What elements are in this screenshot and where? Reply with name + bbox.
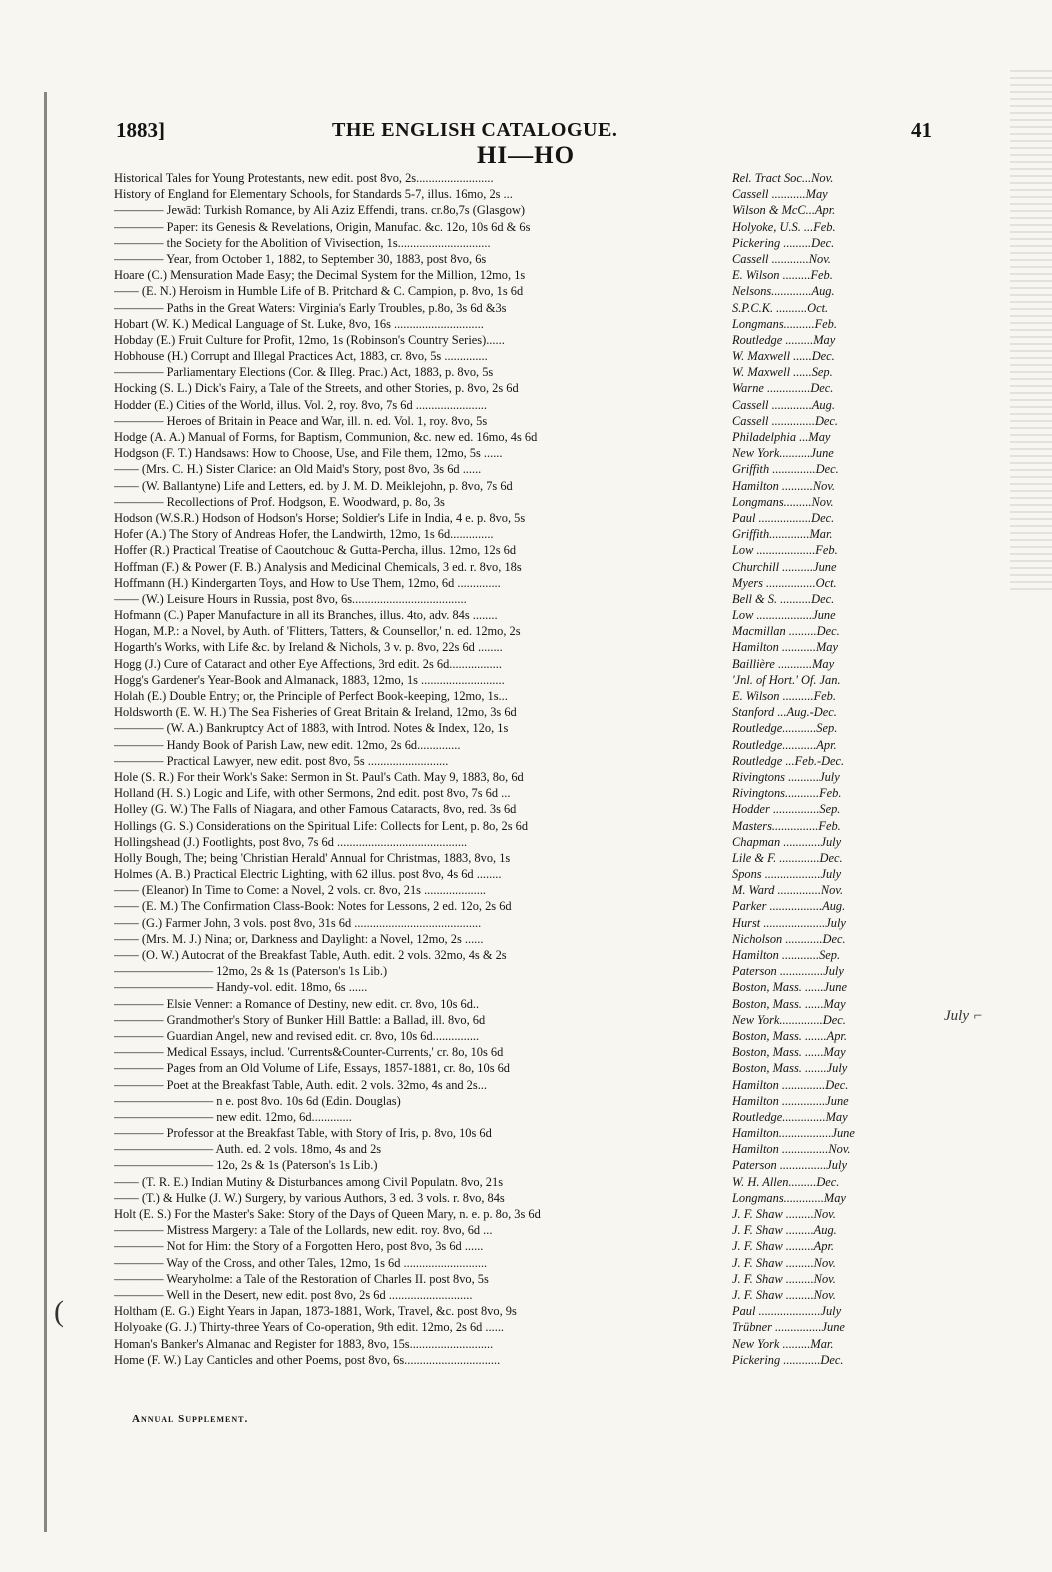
entry-title: Holt (E. S.) For the Master's Sake: Story of the Days of Queen Mary, n. e. p. 8o, 3s 6d [114, 1207, 541, 1221]
catalogue-entry [114, 591, 924, 607]
entry-title: ———— Heroes of Britain in Peace and War, ill. n. ed. Vol. 1, roy. 8vo, 5s [114, 413, 488, 428]
catalogue-entry [114, 1141, 924, 1157]
entry-publisher-month: Hamilton ...........May [732, 640, 838, 655]
entry-publisher-month: Low ..................June [732, 608, 836, 623]
entry-title: ———— Guardian Angel, new and revised edit. cr. 8vo, 10s 6d............... [114, 1028, 480, 1043]
entry-publisher-month: Bell & S. ..........Dec. [732, 591, 835, 606]
entry-title: Holdsworth (E. W. H.) The Sea Fisheries of Great Britain & Ireland, 12mo, 3s 6d [114, 705, 517, 720]
catalogue-entry [114, 1060, 924, 1076]
catalogue-entry [114, 413, 924, 429]
entry-publisher-month: J. F. Shaw .........Nov. [732, 1255, 836, 1270]
header-year: 1883] [116, 118, 165, 142]
entry-title: ———— (W. A.) Bankruptcy Act of 1883, with Introd. Notes & Index, 12o, 1s [114, 721, 509, 736]
catalogue-entry [114, 898, 924, 914]
page-number: 41 [911, 118, 932, 142]
entry-publisher-month: Paul ....................July [732, 1304, 842, 1319]
catalogue-entry [114, 639, 924, 655]
entry-publisher-month: Routledge...........Apr. [732, 737, 837, 752]
catalogue-entry [114, 445, 924, 461]
catalogue-entry [114, 559, 924, 575]
entry-publisher-month: E. Wilson .........Feb. [732, 268, 833, 283]
entry-title: —— (E. M.) The Confirmation Class-Book: Notes for Lessons, 2 ed. 12o, 2s 6d [114, 899, 512, 914]
catalogue-entry [114, 931, 924, 947]
entry-publisher-month: Boston, Mass. ......May [732, 996, 846, 1011]
entry-title: Hobart (W. K.) Medical Language of St. Luke, 8vo, 16s ............................. [114, 316, 484, 331]
entry-title: —— (W.) Leisure Hours in Russia, post 8vo, 6s..................................... [114, 591, 467, 606]
entry-publisher-month: Routledge..............May [732, 1109, 848, 1124]
entry-title: Holtham (E. G.) Eight Years in Japan, 1873-1881, Work, Travel, &c. post 8vo, 9s [114, 1304, 517, 1319]
entry-title: ———— Mistress Margery: a Tale of the Lollards, new edit. roy. 8vo, 6d ... [114, 1223, 493, 1238]
entry-title: Hodder (E.) Cities of the World, illus. Vol. 2, roy. 8vo, 7s 6d ....................... [114, 397, 487, 412]
entry-publisher-month: Cassell .............Aug. [732, 397, 835, 412]
catalogue-entry [114, 575, 924, 591]
entry-title: ———— Medical Essays, includ. 'Currents&Counter-Currents,' cr. 8o, 10s 6d [114, 1045, 504, 1060]
catalogue-entry [114, 1093, 924, 1109]
catalogue-entry [114, 963, 924, 979]
catalogue-entry [114, 785, 924, 801]
entry-publisher-month: Rivingtons...........Feb. [732, 786, 842, 801]
catalogue-entry [114, 915, 924, 931]
catalogue-entry [114, 1238, 924, 1254]
entry-publisher-month: 'Jnl. of Hort.' Of. Jan. [732, 672, 841, 687]
entry-publisher-month: Paterson ..............July [732, 964, 844, 979]
entry-publisher-month: J. F. Shaw .........Aug. [732, 1223, 837, 1238]
entry-title: ———— Grandmother's Story of Bunker Hill Battle: a Ballad, ill. 8vo, 6d [114, 1012, 486, 1027]
entry-publisher-month: Cassell ..............Dec. [732, 413, 838, 428]
entry-title: Holley (G. W.) The Falls of Niagara, and other Famous Cataracts, 8vo, red. 3s 6d [114, 802, 517, 817]
catalogue-entry [114, 494, 924, 510]
catalogue-entry [114, 429, 924, 445]
entry-title: ———— Recollections of Prof. Hodgson, E. Woodward, p. 8o, 3s [114, 494, 445, 509]
catalogue-entry [114, 753, 924, 769]
entry-title: Holyoake (G. J.) Thirty-three Years of Co-operation, 9th edit. 12mo, 2s 6d ...... [114, 1320, 505, 1335]
entry-title: —— (Mrs. M. J.) Nina; or, Darkness and Daylight: a Novel, 12mo, 2s ...... [114, 931, 484, 946]
catalogue-entry [114, 380, 924, 396]
entry-title: Hoffer (R.) Practical Treatise of Caoutchouc & Gutta-Percha, illus. 12mo, 12s 6d [114, 543, 517, 558]
entry-title: ———— Parliamentary Elections (Cor. & Illeg. Prac.) Act, 1883, p. 8vo, 5s [114, 365, 494, 380]
entry-publisher-month: Warne ..............Dec. [732, 381, 834, 396]
entry-publisher-month: Hamilton ............Sep. [732, 948, 841, 962]
entry-publisher-month: Routledge ...Feb.-Dec. [732, 753, 845, 768]
catalogue-entry [114, 283, 924, 299]
catalogue-entry [114, 1028, 924, 1044]
entry-title: —— (O. W.) Autocrat of the Breakfast Table, Auth. edit. 2 vols. 32mo, 4s & 2s [114, 948, 507, 962]
entry-title: Hogg's Gardener's Year-Book and Almanack, 1883, 12mo, 1s ........................... [114, 672, 505, 687]
entry-publisher-month: Lile & F. .............Dec. [732, 850, 843, 865]
entry-title: ———— Pages from an Old Volume of Life, Essays, 1857-1881, cr. 8o, 10s 6d [114, 1061, 511, 1076]
catalogue-entry [114, 979, 924, 995]
entry-title: ———— Year, from October 1, 1882, to September 30, 1883, post 8vo, 6s [114, 251, 487, 266]
entry-title: ———— Elsie Venner: a Romance of Destiny, new edit. cr. 8vo, 10s 6d.. [114, 996, 480, 1011]
entry-title: Hogg (J.) Cure of Cataract and other Eye Affections, 3rd edit. 2s 6d................. [114, 656, 502, 671]
entry-title: ———— Not for Him: the Story of a Forgotten Hero, post 8vo, 3s 6d ...... [114, 1239, 484, 1254]
catalogue-entry [114, 623, 924, 639]
entry-title: History of England for Elementary Schools, for Standards 5-7, illus. 16mo, 2s ... [114, 187, 513, 202]
entry-title: Hogarth's Works, with Life &c. by Ireland & Nichols, 3 v. p. 8vo, 22s 6d ........ [114, 640, 503, 655]
entry-title: Hogan, M.P.: a Novel, by Auth. of 'Flitters, Tatters, & Counsellor,' n. ed. 12mo, 2s [114, 624, 521, 639]
entry-publisher-month: Pickering ............Dec. [732, 1352, 844, 1367]
catalogue-entry [114, 1077, 924, 1093]
entry-publisher-month: W. Maxwell ......Sep. [732, 365, 833, 380]
catalogue-entry [114, 1287, 924, 1303]
entry-publisher-month: Cassell ............Nov. [732, 251, 831, 266]
catalogue-entry [114, 720, 924, 736]
entry-publisher-month: Masters...............Feb. [732, 818, 841, 833]
page-edge-rule [44, 92, 47, 1532]
catalogue-entry [114, 332, 924, 348]
entry-publisher-month: Hamilton.................June [732, 1126, 855, 1141]
catalogue-entry [114, 850, 924, 866]
entry-title: Hodge (A. A.) Manual of Forms, for Baptism, Communion, &c. new ed. 16mo, 4s 6d [114, 430, 538, 444]
entry-title: Hodgson (F. T.) Handsaws: How to Choose, Use, and File them, 12mo, 5s ...... [114, 446, 503, 461]
catalogue-entry [114, 607, 924, 623]
catalogue-entry [114, 170, 924, 186]
entry-title: Hoare (C.) Mensuration Made Easy; the Decimal System for the Million, 12mo, 1s [114, 268, 526, 283]
entry-title: Home (F. W.) Lay Canticles and other Poems, post 8vo, 6s............................... [114, 1352, 501, 1367]
catalogue-entry [114, 1125, 924, 1141]
entry-publisher-month: Trübner ...............June [732, 1320, 845, 1335]
entry-publisher-month: Macmillan .........Dec. [732, 624, 840, 639]
catalogue-entry [114, 656, 924, 672]
catalogue-entry [114, 397, 924, 413]
catalogue-entry [114, 1255, 924, 1271]
entry-title: ———— Handy Book of Parish Law, new edit. 12mo, 2s 6d.............. [114, 737, 461, 752]
entry-publisher-month: J. F. Shaw .........Nov. [732, 1207, 836, 1221]
entry-publisher-month: Cassell ...........May [732, 187, 828, 202]
entry-title: ———————— Handy-vol. edit. 18mo, 6s ...... [114, 980, 368, 995]
entry-title: Hollingshead (J.) Footlights, post 8vo, 7s 6d .......................................... [114, 834, 468, 849]
catalogue-entry [114, 866, 924, 882]
catalogue-entry [114, 542, 924, 558]
supplement-label: Annual Supplement. [132, 1413, 249, 1425]
entry-publisher-month: J. F. Shaw .........Nov. [732, 1287, 836, 1302]
entry-publisher-month: Nicholson ............Dec. [732, 931, 846, 946]
catalogue-entry [114, 704, 924, 720]
catalogue-entry [114, 947, 924, 963]
entry-publisher-month: S.P.C.K. ..........Oct. [732, 300, 829, 315]
entry-title: ———— Wearyholme: a Tale of the Restoration of Charles II. post 8vo, 5s [114, 1271, 489, 1286]
catalogue-entry [114, 1319, 924, 1335]
entry-publisher-month: Paterson ...............July [732, 1158, 847, 1173]
catalogue-entry [114, 267, 924, 283]
entry-publisher-month: Griffith.............Mar. [732, 527, 833, 542]
entry-publisher-month: Stanford ...Aug.-Dec. [732, 705, 837, 720]
entry-publisher-month: Boston, Mass. ......May [732, 1045, 846, 1060]
entry-publisher-month: Hurst ....................July [732, 915, 846, 930]
entry-publisher-month: M. Ward ..............Nov. [732, 883, 844, 898]
entry-publisher-month: Paul .................Dec. [732, 510, 835, 525]
entry-publisher-month: Hamilton ..............June [732, 1093, 849, 1108]
catalogue-entry [114, 834, 924, 850]
entry-publisher-month: E. Wilson ..........Feb. [732, 689, 836, 703]
entry-title: ———————— 12mo, 2s & 1s (Paterson's 1s Lib.) [114, 964, 388, 979]
entry-publisher-month: Myers ................Oct. [732, 575, 837, 590]
entry-publisher-month: Longmans..........Feb. [732, 316, 837, 331]
entry-publisher-month: Rel. Tract Soc...Nov. [732, 171, 834, 185]
handwritten-annotation: July ⌐ [944, 1008, 983, 1024]
entry-publisher-month: Rivingtons ..........July [732, 769, 840, 784]
entry-title: Hobday (E.) Fruit Culture for Profit, 12mo, 1s (Robinson's Country Series)...... [114, 332, 505, 347]
catalogue-entry [114, 882, 924, 898]
entry-title: Hocking (S. L.) Dick's Fairy, a Tale of the Streets, and other Stories, p. 8vo, 2s 6d [114, 381, 519, 396]
entry-publisher-month: Boston, Mass. ......June [732, 980, 847, 995]
entry-title: —— (Mrs. C. H.) Sister Clarice: an Old Maid's Story, post 8vo, 3s 6d ...... [114, 462, 482, 477]
catalogue-entry [114, 235, 924, 251]
entry-publisher-month: Baillière ...........May [732, 656, 835, 671]
catalogue-entry [114, 996, 924, 1012]
entry-title: ———— Well in the Desert, new edit. post 8vo, 2s 6d ........................... [114, 1287, 473, 1302]
catalogue-entry [114, 1352, 924, 1368]
entry-title: ———— Jewād: Turkish Romance, by Ali Aziz Effendi, trans. cr.8o,7s (Glasgow) [114, 203, 526, 218]
entry-publisher-month: Chapman ............July [732, 834, 842, 849]
catalogue-entry [114, 510, 924, 526]
entry-publisher-month: Hodder ...............Sep. [732, 802, 841, 817]
entry-title: ———— Professor at the Breakfast Table, with Story of Iris, p. 8vo, 10s 6d [114, 1126, 492, 1141]
entry-title: Holly Bough, The; being 'Christian Herald' Annual for Christmas, 1883, 8vo, 1s [114, 850, 511, 865]
entry-publisher-month: Churchill ..........June [732, 559, 837, 574]
entry-publisher-month: Philadelphia ...May [732, 430, 831, 444]
catalogue-entry [114, 688, 924, 704]
header-title: THE ENGLISH CATALOGUE. [332, 119, 618, 141]
entry-title: Hoffmann (H.) Kindergarten Toys, and How to Use Them, 12mo, 6d .............. [114, 575, 501, 590]
entry-publisher-month: Boston, Mass. .......Apr. [732, 1028, 847, 1043]
entry-title: Holmes (A. B.) Practical Electric Lighting, with 62 illus. post 8vo, 4s 6d ........ [114, 867, 502, 882]
entry-publisher-month: Longmans.........Nov. [732, 494, 834, 509]
entry-publisher-month: Hamilton ...............Nov. [732, 1142, 851, 1157]
entry-publisher-month: Boston, Mass. .......July [732, 1061, 848, 1076]
entry-publisher-month: Spons ..................July [732, 867, 842, 882]
entry-publisher-month: Routledge...........Sep. [732, 721, 838, 736]
catalogue-entry [114, 364, 924, 380]
entry-title: ———— Paths in the Great Waters: Virginia's Early Troubles, p.8o, 3s 6d &3s [114, 300, 507, 315]
entry-title: Hofer (A.) The Story of Andreas Hofer, the Landwirth, 12mo, 1s 6d.............. [114, 527, 494, 542]
entry-title: Hollings (G. S.) Considerations on the Spiritual Life: Collects for Lent, p. 8o, 2s 6d [114, 818, 529, 833]
entry-publisher-month: New York..............Dec. [732, 1012, 846, 1027]
entry-publisher-month: Low ...................Feb. [732, 543, 838, 558]
entry-publisher-month: New York..........June [732, 446, 834, 461]
entry-publisher-month: Routledge .........May [732, 332, 836, 347]
entry-publisher-month: W. Maxwell ......Dec. [732, 349, 835, 364]
entry-title: Homan's Banker's Almanac and Register for 1883, 8vo, 15s........................... [114, 1336, 494, 1351]
entry-publisher-month: Hamilton ..............Dec. [732, 1077, 849, 1092]
entry-publisher-month: Holyoke, U.S. ...Feb. [732, 219, 836, 234]
entry-publisher-month: Longmans.............May [732, 1190, 846, 1205]
catalogue-entries [114, 170, 924, 1368]
catalogue-entry [114, 801, 924, 817]
entry-title: ———— Practical Lawyer, new edit. post 8vo, 5s .......................... [114, 753, 449, 768]
entry-title: ———————— 12o, 2s & 1s (Paterson's 1s Lib.) [114, 1158, 378, 1173]
entry-title: —— (G.) Farmer John, 3 vols. post 8vo, 31s 6d ......................................... [114, 915, 482, 930]
entry-publisher-month: Nelsons.............Aug. [732, 284, 835, 299]
entry-title: Hofmann (C.) Paper Manufacture in all its Branches, illus. 4to, adv. 84s ........ [114, 608, 498, 623]
entry-title: —— (E. N.) Heroism in Humble Life of B. Pritchard & C. Campion, p. 8vo, 1s 6d [114, 284, 524, 299]
entry-title: Hoffman (F.) & Power (F. B.) Analysis and Medicinal Chemicals, 3 ed. r. 8vo, 18s [114, 559, 522, 574]
entry-title: —— (Eleanor) In Time to Come: a Novel, 2 vols. cr. 8vo, 21s .................... [114, 883, 487, 898]
margin-parenthesis: ( [54, 1295, 64, 1328]
entry-publisher-month: J. F. Shaw .........Nov. [732, 1271, 836, 1286]
entry-title: Historical Tales for Young Protestants, new edit. post 8vo, 2s......................... [114, 171, 494, 185]
catalogue-entry [114, 1271, 924, 1287]
catalogue-entry [114, 251, 924, 267]
catalogue-entry [114, 1044, 924, 1060]
entry-title: ———— Poet at the Breakfast Table, Auth. edit. 2 vols. 32mo, 4s and 2s... [114, 1077, 487, 1092]
entry-title: —— (T. R. E.) Indian Mutiny & Disturbances among Civil Populatn. 8vo, 21s [114, 1174, 504, 1189]
entry-title: Hodson (W.S.R.) Hodson of Hodson's Horse; Soldier's Life in India, 4 e. p. 8vo, 5s [114, 510, 526, 525]
entry-publisher-month: Parker .................Aug. [732, 899, 846, 914]
entry-title: —— (W. Ballantyne) Life and Letters, ed. by J. M. D. Meiklejohn, p. 8vo, 7s 6d [114, 478, 513, 493]
catalogue-entry [114, 219, 924, 235]
catalogue-entry [114, 818, 924, 834]
catalogue-entry [114, 186, 924, 202]
catalogue-entry [114, 1174, 924, 1190]
catalogue-entry [114, 737, 924, 753]
catalogue-entry [114, 526, 924, 542]
entry-title: ———— the Society for the Abolition of Vivisection, 1s.............................. [114, 235, 491, 250]
catalogue-entry [114, 202, 924, 218]
entry-publisher-month: J. F. Shaw .........Apr. [732, 1239, 834, 1254]
entry-publisher-month: Pickering .........Dec. [732, 235, 835, 250]
entry-title: ———————— n e. post 8vo. 10s 6d (Edin. Douglas) [114, 1093, 401, 1108]
entry-publisher-month: W. H. Allen.........Dec. [732, 1174, 840, 1189]
entry-title: ———— Way of the Cross, and other Tales, 12mo, 1s 6d ........................... [114, 1255, 488, 1270]
entry-publisher-month: Griffith ..............Dec. [732, 462, 839, 477]
catalogue-entry [114, 1206, 924, 1222]
catalogue-entry [114, 316, 924, 332]
catalogue-entry [114, 1336, 924, 1352]
catalogue-entry [114, 672, 924, 688]
catalogue-entry [114, 1157, 924, 1173]
entry-title: ———— Paper: its Genesis & Revelations, Origin, Manufac. &c. 12o, 10s 6d & 6s [114, 219, 531, 234]
catalogue-entry [114, 300, 924, 316]
catalogue-entry [114, 461, 924, 477]
entry-title: Holah (E.) Double Entry; or, the Principle of Perfect Book-keeping, 12mo, 1s... [114, 689, 508, 703]
entry-publisher-month: Hamilton ..........Nov. [732, 478, 836, 493]
catalogue-entry [114, 478, 924, 494]
entry-title: —— (T.) & Hulke (J. W.) Surgery, by various Authors, 3 ed. 3 vols. r. 8vo, 84s [114, 1190, 505, 1205]
catalogue-entry [114, 1222, 924, 1238]
catalogue-entry [114, 1303, 924, 1319]
entry-title: Hobhouse (H.) Corrupt and Illegal Practices Act, 1883, cr. 8vo, 5s .............. [114, 349, 488, 364]
entry-title: ———————— new edit. 12mo, 6d............. [114, 1109, 352, 1124]
catalogue-entry [114, 1190, 924, 1206]
catalogue-entry [114, 348, 924, 364]
entry-title: Holland (H. S.) Logic and Life, with other Sermons, 2nd edit. post 8vo, 7s 6d ... [114, 786, 511, 801]
catalogue-entry [114, 769, 924, 785]
entry-title: Hole (S. R.) For their Work's Sake: Sermon in St. Paul's Cath. May 9, 1883, 8o, 6d [114, 769, 524, 784]
section-heading: HI—HO [476, 142, 576, 169]
catalogue-entry [114, 1012, 924, 1028]
entry-title: ———————— Auth. ed. 2 vols. 18mo, 4s and 2s [114, 1142, 382, 1157]
catalogue-entry [114, 1109, 924, 1125]
entry-publisher-month: Wilson & McC...Apr. [732, 203, 836, 218]
entry-publisher-month: New York .........Mar. [732, 1336, 834, 1351]
